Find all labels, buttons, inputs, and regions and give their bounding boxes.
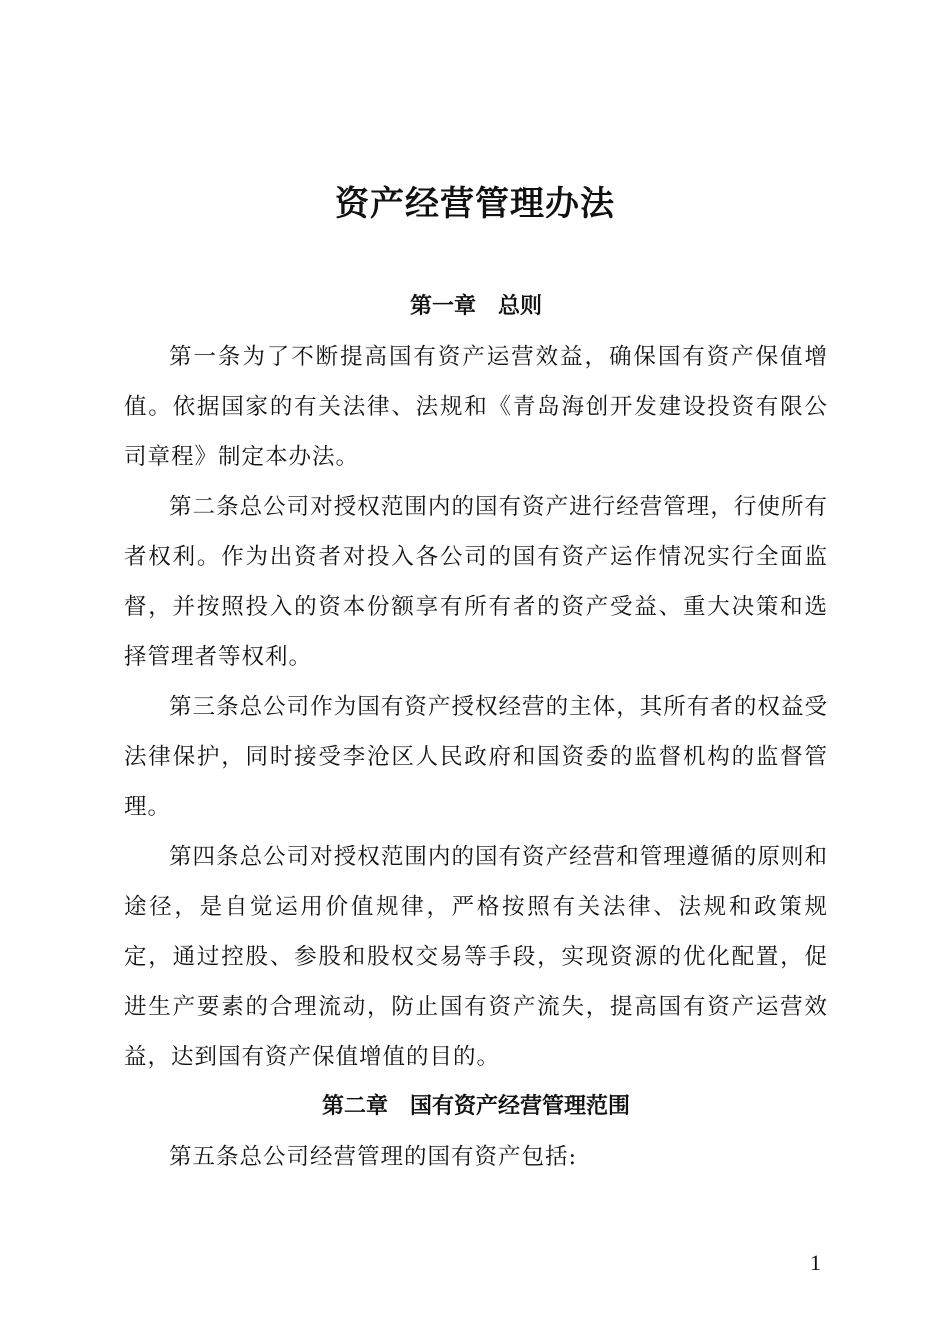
article-3: 第三条总公司作为国有资产授权经营的主体，其所有者的权益受法律保护，同时接受李沧区人民政府和国资委的监督机构的监督管理。 xyxy=(124,694,828,820)
chapter-2 xyxy=(124,1082,828,1182)
page-number: 1 xyxy=(810,1250,821,1275)
article-2: 第二条总公司对授权范围内的国有资产进行经营管理，行使所有者权利。作为出资者对投入各公司的国有资产运作情况实行全面监督，并按照投入的资本份额享有所有者的资产受益、重大决策和选择管理者等权利。 xyxy=(124,494,828,670)
document-title: 资产经营管理办法 xyxy=(335,184,615,224)
article-1: 第一条为了不断提高国有资产运营效益，确保国有资产保值增值。依据国家的有关法律、法规和《青岛海创开发建设投资有限公司章程》制定本办法。 xyxy=(124,344,828,470)
article-5: 第五条总公司经营管理的国有资产包括: xyxy=(169,1144,578,1170)
document-body xyxy=(124,282,828,1182)
article-4: 第四条总公司对授权范围内的国有资产经营和管理遵循的原则和途径，是自觉运用价值规律，严格按照有关法律、法规和政策规定，通过控股、参股和股权交易等手段，实现资源的优化配置，促进生产要素的合理流动，防止国有资产流失，提高国有资产运营效益，达到国有资产保值增值的目的。 xyxy=(124,844,828,1070)
chapter-heading: 第一章 总则 xyxy=(409,294,542,319)
chapter-heading: 第二章 国有资产经营管理范围 xyxy=(321,1094,630,1119)
chapter-1 xyxy=(124,282,828,1082)
